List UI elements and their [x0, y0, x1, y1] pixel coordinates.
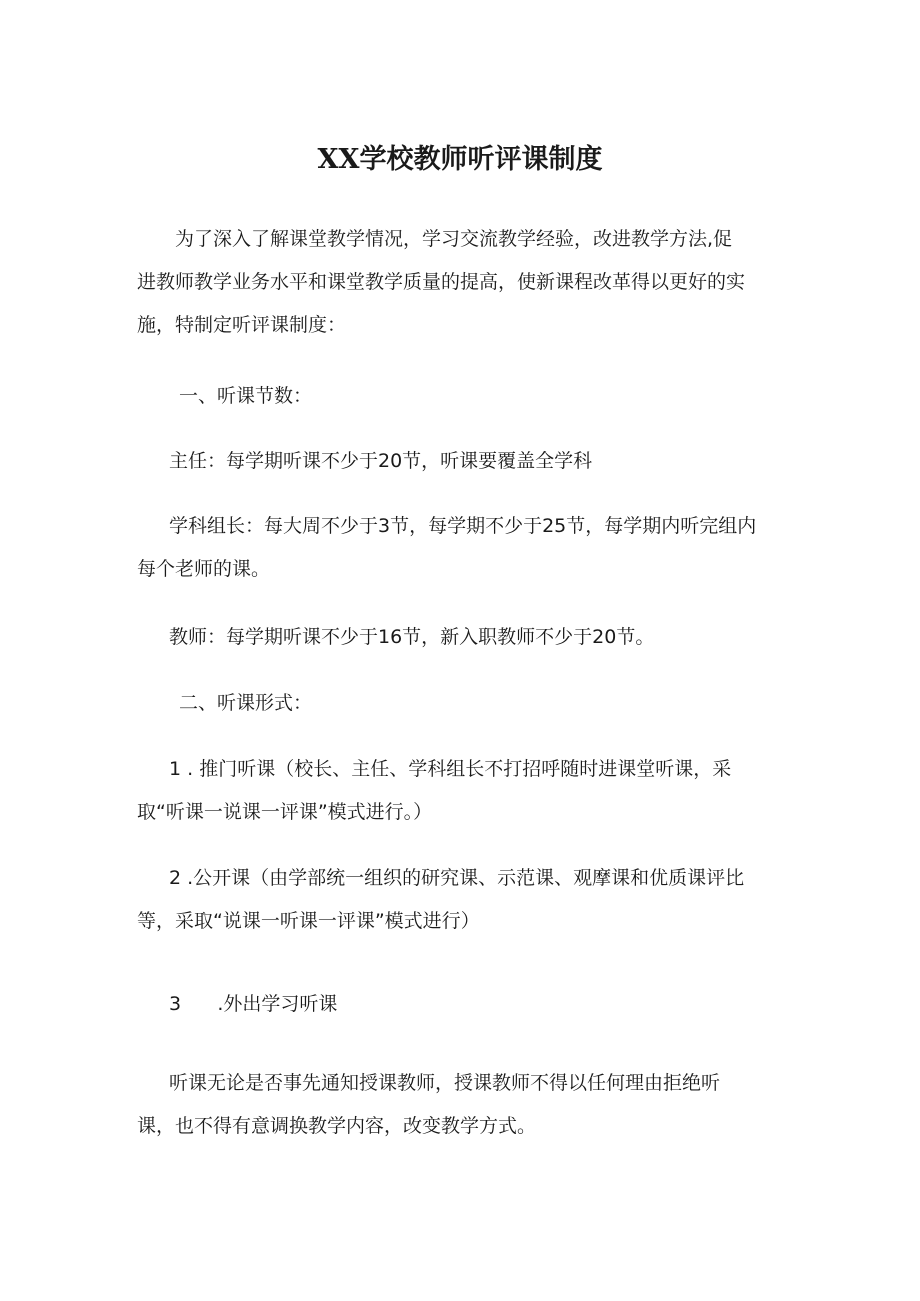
section1-heading-text: 一、听课节数： [179, 385, 313, 407]
intro-paragraph [137, 218, 787, 347]
section1-heading [137, 375, 787, 418]
closing-line-1: 听课无论是否事先通知授课教师，授课教师不得以任何理由拒绝听 [169, 1072, 721, 1094]
teacher-line: 教师：每学期听课不少于16节，新入职教师不少于20节。 [169, 626, 655, 648]
closing-line-2: 课，也不得有意调换教学内容，改变教学方式。 [137, 1115, 537, 1137]
closing-paragraph [137, 1062, 787, 1148]
leader-line-2: 每个老师的课。 [137, 558, 271, 580]
leader-requirement [137, 505, 787, 591]
section2-heading-text: 二、听课形式： [179, 692, 313, 714]
teacher-requirement [137, 616, 787, 659]
section2-heading [137, 682, 787, 725]
director-line: 主任：每学期听课不少于20节，听课要覆盖全学科 [169, 450, 593, 472]
intro-line-1: 为了深入了解课堂教学情况，学习交流教学经验，改进教学方法,促 [175, 228, 733, 250]
item2-line-2: 等，采取“说课一听课一评课”模式进行） [137, 910, 480, 932]
item1-line-2: 取“听课一说课一评课”模式进行。） [137, 801, 433, 823]
list-item-1 [137, 748, 787, 834]
director-requirement [137, 440, 787, 483]
list-item-3 [137, 983, 787, 1026]
list-item-2 [137, 857, 787, 943]
item1-line-1: 1 . 推门听课（校长、主任、学科组长不打招呼随时进课堂听课，采 [169, 758, 732, 780]
item3-line: 3 .外出学习听课 [169, 993, 338, 1015]
item2-line-1: 2 .公开课（由学部统一组织的研究课、示范课、观摩课和优质课评比 [169, 867, 745, 889]
intro-line-3: 施，特制定听评课制度： [137, 314, 347, 336]
intro-line-2: 进教师教学业务水平和课堂教学质量的提高，使新课程改革得以更好的实 [137, 271, 746, 293]
document-title: XX学校教师听评课制度 [317, 144, 603, 175]
leader-line-1: 学科组长：每大周不少于3节，每学期不少于25节，每学期内听完组内 [169, 515, 757, 537]
